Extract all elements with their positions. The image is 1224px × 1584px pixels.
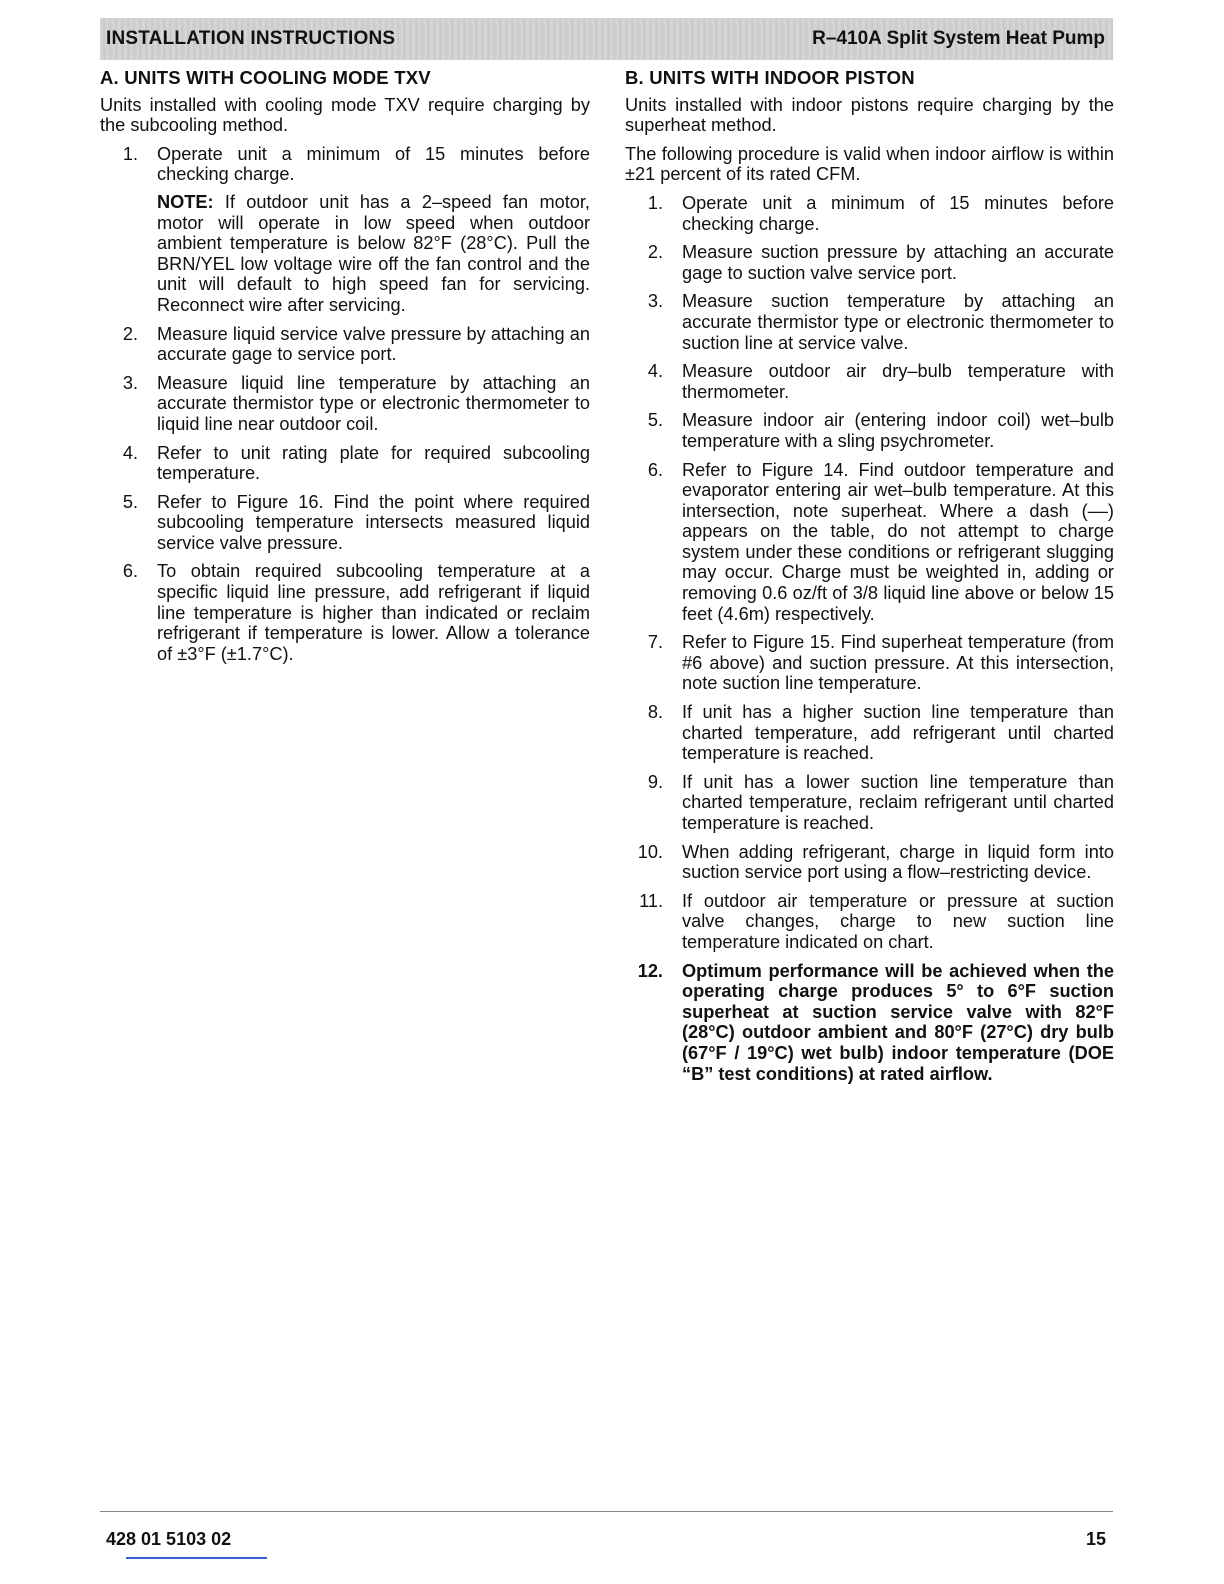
document-number: 428 01 5103 02 (106, 1529, 232, 1549)
step-number: 1. (647, 192, 663, 213)
section-b-intro-2: The following procedure is valid when indoor airflow is within ±21 percent of its rated CFM. (625, 143, 1114, 185)
section-a-column (100, 68, 590, 672)
list-item (100, 373, 590, 435)
step-number: 7. (647, 632, 663, 653)
step-number: 5. (122, 491, 138, 512)
section-b-steps (625, 193, 1114, 1084)
list-item (625, 242, 1114, 283)
step-text: Operate unit a minimum of 15 minutes before checking charge. (682, 192, 1114, 234)
step-text: Measure suction temperature by attaching an accurate thermistor type or electronic thermometer to suction line at service valve. (682, 291, 1114, 353)
header-title-right: R–410A Split System Heat Pump (812, 28, 1105, 49)
step-number: 2. (647, 242, 663, 263)
step-text: Refer to Figure 16. Find the point where required subcooling temperature intersects measured liquid service valve pressure. (157, 491, 590, 553)
step-number: 6. (647, 459, 663, 480)
list-item (100, 561, 590, 664)
step-text: Measure suction pressure by attaching an accurate gage to suction valve service port. (682, 242, 1114, 283)
list-item (625, 291, 1114, 353)
list-item (625, 632, 1114, 694)
step-number: 4. (122, 442, 138, 463)
step-number: 1. (122, 143, 138, 164)
list-item (100, 443, 590, 484)
section-a-steps (100, 144, 590, 665)
list-item (625, 460, 1114, 625)
section-b-column (625, 68, 1114, 1092)
step-number: 9. (647, 771, 663, 792)
step-text: If unit has a higher suction line temperature than charted temperature, add refrigerant until charted temperature is reached. (682, 702, 1114, 764)
footer-divider (100, 1511, 1113, 1512)
section-a-title: A. UNITS WITH COOLING MODE TXV (100, 67, 431, 88)
step-text: Refer to Figure 15. Find superheat temperature (from #6 above) and suction pressure. At this intersection, note suction line temperature. (682, 632, 1114, 694)
step-number: 10. (637, 841, 663, 862)
list-item (100, 492, 590, 554)
list-item-highlight (625, 961, 1114, 1085)
list-item (100, 324, 590, 365)
footer-link-underline[interactable] (126, 1557, 267, 1559)
list-item (625, 410, 1114, 451)
step-text: Refer to Figure 14. Find outdoor temperature and evaporator entering air wet–bulb temperature. At this intersection, note superheat. Where a dash (––) appears on the table, do not attempt to charge system under these conditions or refrigerant slugging may occur. Charge must be weighted in, adding or removing 0.6 oz/ft of 3/8 liquid line above or below 15 feet (4.6m) respectively. (682, 459, 1114, 624)
list-item (625, 842, 1114, 883)
page-number: 15 (1085, 1529, 1106, 1549)
step-text: To obtain required subcooling temperature at a specific liquid line pressure, add refrigerant if liquid line temperature is higher than indicated or reclaim refrigerant if temperature is lower. Allow a tolerance of ±3°F (±1.7°C). (157, 561, 590, 664)
step-number: 12. (637, 960, 663, 981)
step-number: 8. (647, 702, 663, 723)
list-item (100, 144, 590, 316)
step-text: Measure liquid line temperature by attaching an accurate thermistor type or electronic thermometer to liquid line near outdoor coil. (157, 372, 590, 434)
note-label: NOTE: (157, 191, 214, 212)
list-item (625, 891, 1114, 953)
step-number: 4. (647, 361, 663, 382)
list-item (625, 193, 1114, 234)
step-number: 3. (122, 372, 138, 393)
header-title-left: INSTALLATION INSTRUCTIONS (106, 28, 396, 49)
step-text: Measure liquid service valve pressure by attaching an accurate gage to service port. (157, 323, 590, 365)
step-text: Optimum performance will be achieved when the operating charge produces 5° to 6°F suction superheat at suction service valve with 82°F (28°C) outdoor ambient and 80°F (27°C) dry bulb (67°F / 19°C) wet bulb) indoor temperature (DOE “B” test conditions) at rated airflow. (682, 960, 1114, 1084)
step-text: Measure outdoor air dry–bulb temperature with thermometer. (682, 361, 1114, 402)
list-item (625, 361, 1114, 402)
section-b-intro: Units installed with indoor pistons require charging by the superheat method. (625, 94, 1114, 136)
header-bar (100, 18, 1113, 60)
step-text: If unit has a lower suction line temperature than charted temperature, reclaim refrigerant until charted temperature is reached. (682, 771, 1114, 833)
step-text: If outdoor air temperature or pressure at suction valve changes, charge to new suction line temperature indicated on chart. (682, 890, 1114, 952)
step-number: 2. (122, 323, 138, 344)
list-item (625, 772, 1114, 834)
list-item (625, 702, 1114, 764)
section-a-intro: Units installed with cooling mode TXV require charging by the subcooling method. (100, 94, 590, 136)
step-text: When adding refrigerant, charge in liquid form into suction service port using a flow–restricting device. (682, 841, 1114, 883)
note-text: If outdoor unit has a 2–speed fan motor, motor will operate in low speed when outdoor ambient temperature is below 82°F (28°C). Pull the BRN/YEL low voltage wire off the fan control and the unit will default to high speed fan for servicing. Reconnect wire after servicing. (157, 191, 590, 315)
step-text: Measure indoor air (entering indoor coil) wet–bulb temperature with a sling psychrometer. (682, 410, 1114, 451)
step-text: Refer to unit rating plate for required subcooling temperature. (157, 442, 590, 484)
step-text: Operate unit a minimum of 15 minutes before checking charge. (157, 143, 590, 185)
step-number: 11. (639, 890, 663, 911)
step-number: 3. (647, 291, 663, 312)
section-b-title: B. UNITS WITH INDOOR PISTON (625, 67, 915, 88)
step-number: 5. (647, 410, 663, 431)
step-number: 6. (122, 561, 138, 582)
step-note (157, 192, 590, 316)
